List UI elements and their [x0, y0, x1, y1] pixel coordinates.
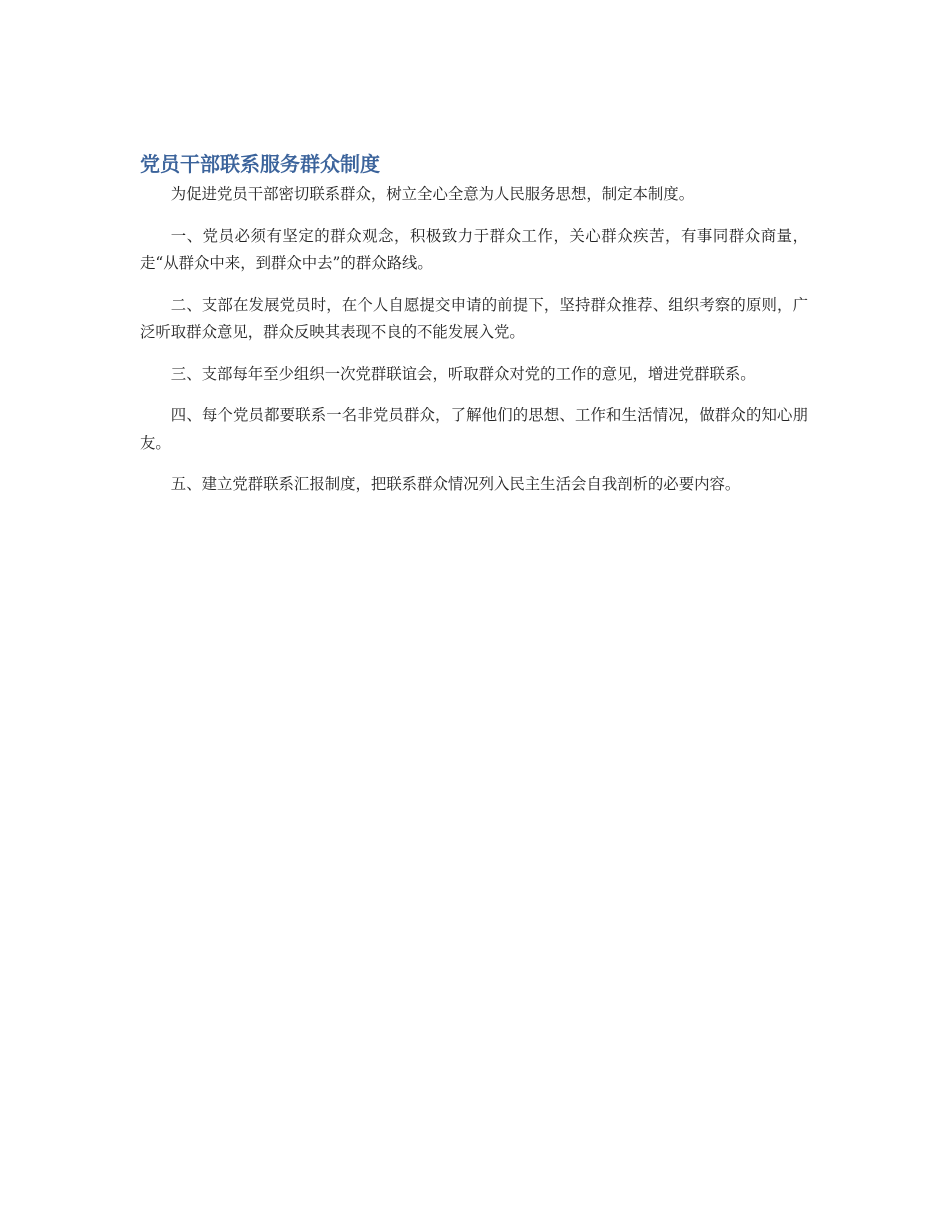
document-body [140, 150, 808, 499]
document-title: 党员干部联系服务群众制度 [140, 152, 380, 176]
intro-paragraph: 为促进党员干部密切联系群众，树立全心全意为人民服务思想，制定本制度。 [170, 185, 695, 203]
regulation-item-1: 一、党员必须有坚定的群众观念，积极致力于群众工作，关心群众疾苦，有事同群众商量，走“从群众中来，到群众中去”的群众路线。 [140, 226, 808, 272]
regulation-item-2: 二、支部在发展党员时，在个人自愿提交申请的前提下，坚持群众推荐、组织考察的原则，广泛听取群众意见，群众反映其表现不良的不能发展入党。 [140, 295, 808, 341]
regulation-item-4: 四、每个党员都要联系一名非党员群众，了解他们的思想、工作和生活情况，做群众的知心朋友。 [140, 406, 808, 452]
regulation-item-3: 三、支部每年至少组织一次党群联谊会，听取群众对党的工作的意见，增进党群联系。 [170, 364, 756, 383]
regulation-item-5: 五、建立党群联系汇报制度，把联系群众情况列入民主生活会自我剖析的必要内容。 [170, 475, 741, 493]
